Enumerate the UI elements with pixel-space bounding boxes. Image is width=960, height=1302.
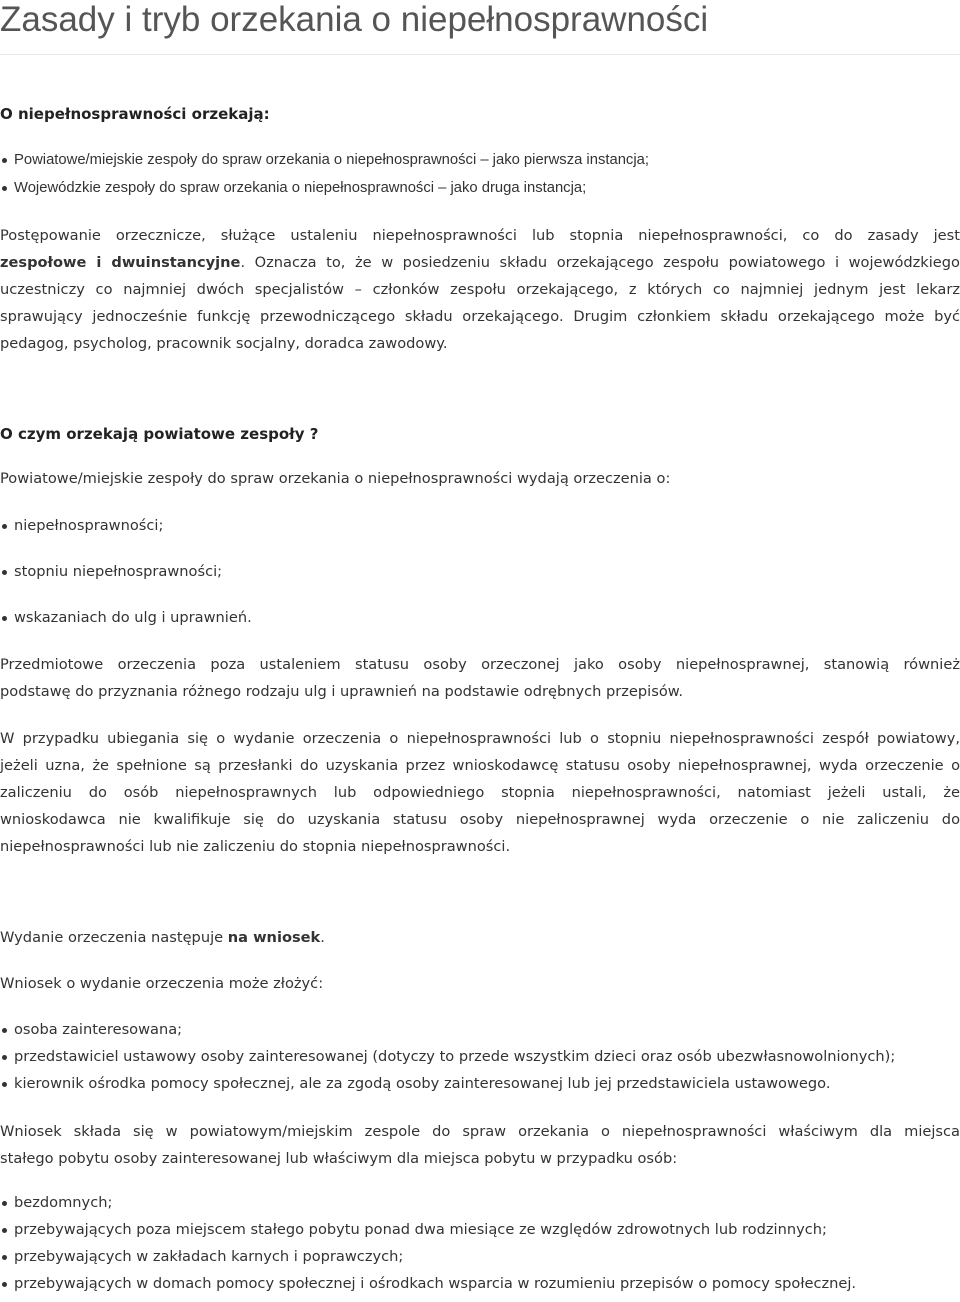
list-item: niepełnosprawności; <box>0 517 252 563</box>
list-item: przebywających w domach pomocy społecznej i ośrodkach wsparcia w rozumieniu przepisów o pomocy społecznej. <box>0 1275 856 1302</box>
list-item: Powiatowe/miejskie zespoły do spraw orzekania o niepełnosprawności – jako pierwsza instancja; <box>0 146 649 174</box>
paragraph-line: zaliczeniu do osób niepełnosprawnych lub odpowiedniego stopnia niepełnosprawności, natomiast jeżeli ustali, że <box>0 784 960 801</box>
paragraph-line: wnioskodawca nie kwalifikuje się do uzyskania statusu osoby niepełnosprawnej wyda orzeczenie o nie zaliczeniu do <box>0 811 960 828</box>
section-heading-what-decide: O czym orzekają powiatowe zespoły ? <box>0 425 319 443</box>
request-sentence <box>0 929 325 946</box>
paragraph-line: Przedmiotowe orzeczenia poza ustaleniem statusu osoby orzeczonej jako osoby niepełnosprawnej, stanowią również <box>0 656 960 673</box>
list-item: stopniu niepełnosprawności; <box>0 563 252 609</box>
list-item: Wojewódzkie zespoły do spraw orzekania o niepełnosprawności – jako druga instancja; <box>0 174 649 202</box>
applicants-intro: Wniosek o wydanie orzeczenia może złożyć: <box>0 975 324 992</box>
title-divider <box>0 54 960 55</box>
paragraph-text: Wydanie orzeczenia następuje <box>0 929 228 946</box>
paragraph-line: podstawę do przyznania różnego rodzaju ulg i uprawnień na podstawie odrębnych przepisów. <box>0 683 683 700</box>
paragraph-line: jeżeli uzna, że spełnione są przesłanki do uzyskania przez wnioskodawcę statusu osoby niepełnosprawnej, wyda orzeczenie o <box>0 757 960 774</box>
outcome-paragraph <box>0 725 960 860</box>
section-heading-who-decides: O niepełnosprawności orzekają: <box>0 105 270 123</box>
paragraph-line: Wniosek składa się w powiatowym/miejskim zespole do spraw orzekania o niepełnosprawności właściwym dla miejsca <box>0 1123 960 1140</box>
applicants-list <box>0 1021 895 1102</box>
list-item: kierownik ośrodka pomocy społecznej, ale za zgodą osoby zainteresowanej lub jej przedstawiciela ustawowego. <box>0 1075 895 1102</box>
residence-exceptions-list <box>0 1194 856 1302</box>
paragraph-line: W przypadku ubiegania się o wydanie orzeczenia o niepełnosprawności lub o stopniu niepełnosprawności zespół powiatowy, <box>0 730 960 747</box>
instances-list <box>0 146 649 202</box>
list-item: wskazaniach do ulg i uprawnień. <box>0 609 252 655</box>
page-title: Zasady i tryb orzekania o niepełnosprawności <box>0 0 709 39</box>
paragraph-line: Postępowanie orzecznicze, służące ustaleniu niepełnosprawności lub stopnia niepełnosprawności, co do zasady jest <box>0 227 960 244</box>
list-item: przedstawiciel ustawowy osoby zainteresowanej (dotyczy to przede wszystkim dzieci oraz osób ubezwłasnowolnionych); <box>0 1048 895 1075</box>
paragraph-text: . <box>320 929 325 946</box>
list-item: przebywających w zakładach karnych i poprawczych; <box>0 1248 856 1275</box>
decisions-intro: Powiatowe/miejskie zespoły do spraw orzekania o niepełnosprawności wydają orzeczenia o: <box>0 470 671 487</box>
list-item: przebywających poza miejscem stałego pobytu ponad dwa miesiące ze względów zdrowotnych lub rodzinnych; <box>0 1221 856 1248</box>
list-item: bezdomnych; <box>0 1194 856 1221</box>
bold-phrase: na wniosek <box>227 929 321 946</box>
paragraph-line: sprawujący jednocześnie funkcję przewodniczącego składu orzekającego. Drugim członkiem składu orzekającego może być <box>0 308 960 325</box>
paragraph-line: niepełnosprawności lub nie zaliczeniu do stopnia niepełnosprawności. <box>0 838 511 855</box>
list-item: osoba zainteresowana; <box>0 1021 895 1048</box>
submission-paragraph <box>0 1118 960 1172</box>
purpose-paragraph <box>0 651 960 705</box>
bold-phrase: zespołowe i dwuinstancyjne <box>0 254 241 271</box>
decisions-list <box>0 517 252 655</box>
procedure-paragraph <box>0 222 960 357</box>
paragraph-text: . Oznacza to, że w posiedzeniu składu orzekającego zespołu powiatowego i wojewódzkiego <box>240 254 960 271</box>
paragraph-line: stałego pobytu osoby zainteresowanej lub właściwym dla miejsca pobytu w przypadku osób: <box>0 1150 678 1167</box>
paragraph-line: uczestniczy co najmniej dwóch specjalistów – członków zespołu orzekającego, z których co najmniej jednym jest lekarz <box>0 281 960 298</box>
paragraph-line <box>0 249 960 276</box>
paragraph-line: pedagog, psycholog, pracownik socjalny, doradca zawodowy. <box>0 335 448 352</box>
